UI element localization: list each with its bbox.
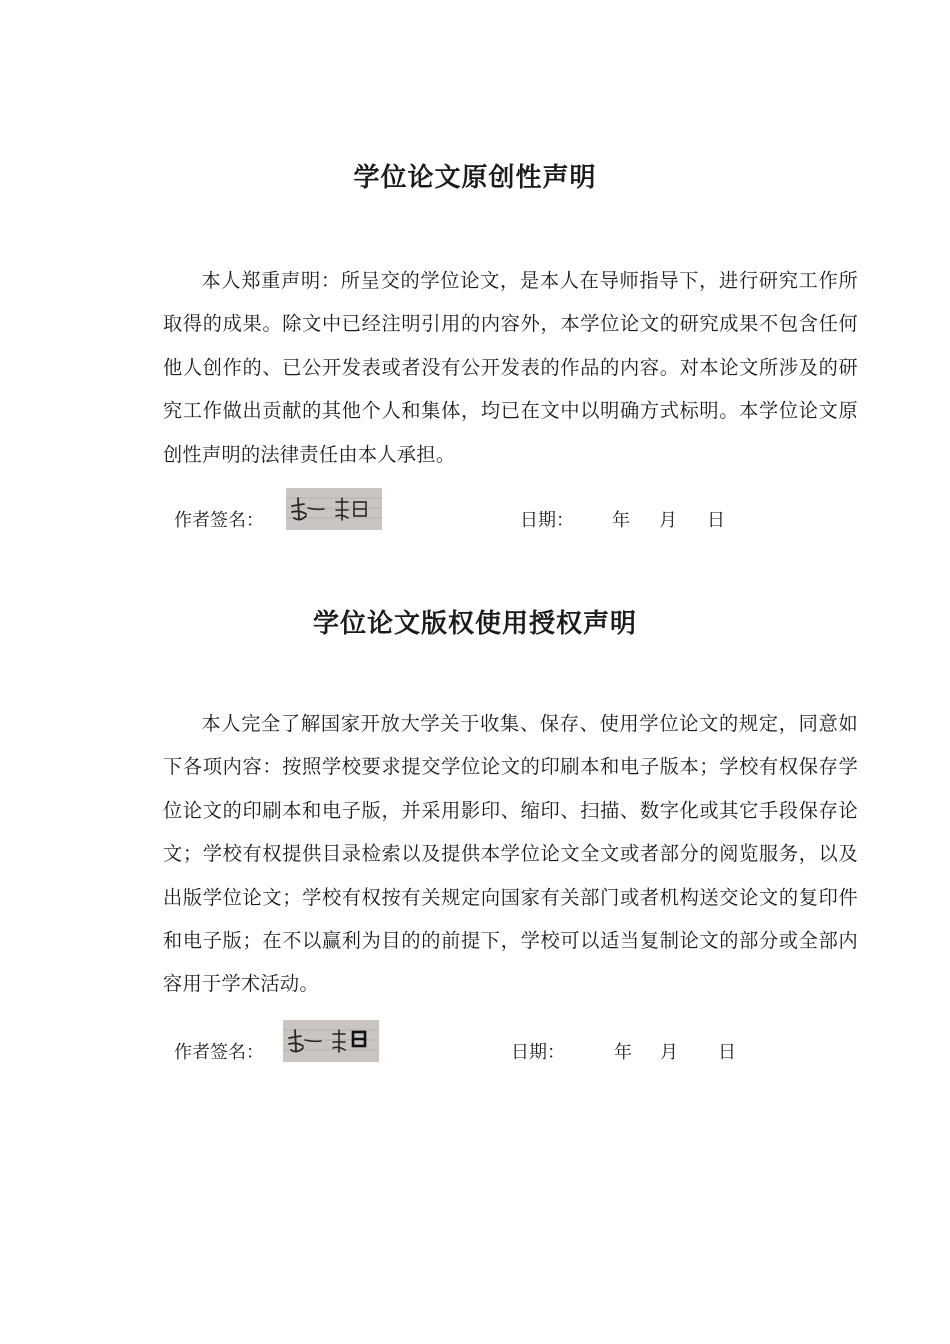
authorization-title: 学位论文版权使用授权声明: [312, 609, 637, 639]
authorization-body: 本人完全了解国家开放大学关于收集、保存、使用学位论文的规定，同意如下各项内容：按照学校要求提交学位论文的印刷本和电子版本；学校有权保存学位论文的印刷本和电子版，并采用影印、缩印、扫描、数字化或其它手段保存论文；学校有权提供目录检索以及提供本学位论文全文或者部分的阅览服务，以及出版学位论文；学校有权按有关规定向国家有关部门或者机构送交论文的复印件和电子版；在不以赢利为目的的前提下，学校可以适当复制论文的部分或全部内容用于学术活动。: [163, 712, 858, 996]
authorization-signature-row: [0, 1020, 950, 1064]
month-unit: 月: [659, 510, 677, 531]
date-label: 日期：: [520, 510, 574, 531]
signature-label: 作者签名：: [174, 1042, 264, 1063]
declaration-body: 本人郑重声明：所呈交的学位论文，是本人在导师指导下，进行研究工作所取得的成果。除文中已经注明引用的内容外，本学位论文的研究成果不包含任何他人创作的、已公开发表或者没有公开发表的作品的内容。对本论文所涉及的研究工作做出贡献的其他个人和集体，均已在文中以明确方式标明。本学位论文原创性声明的法律责任由本人承担。: [163, 269, 858, 466]
author-signature-image: [283, 1020, 379, 1062]
year-unit: 年: [614, 1042, 632, 1063]
month-unit: 月: [660, 1042, 678, 1063]
day-unit: 日: [707, 510, 725, 531]
author-signature-image: [286, 488, 382, 530]
date-label: 日期：: [511, 1042, 565, 1063]
day-unit: 日: [718, 1042, 736, 1063]
year-unit: 年: [612, 510, 630, 531]
declaration-signature-row: [0, 488, 950, 532]
signature-label: 作者签名：: [174, 510, 264, 531]
declaration-title: 学位论文原创性声明: [353, 163, 597, 193]
